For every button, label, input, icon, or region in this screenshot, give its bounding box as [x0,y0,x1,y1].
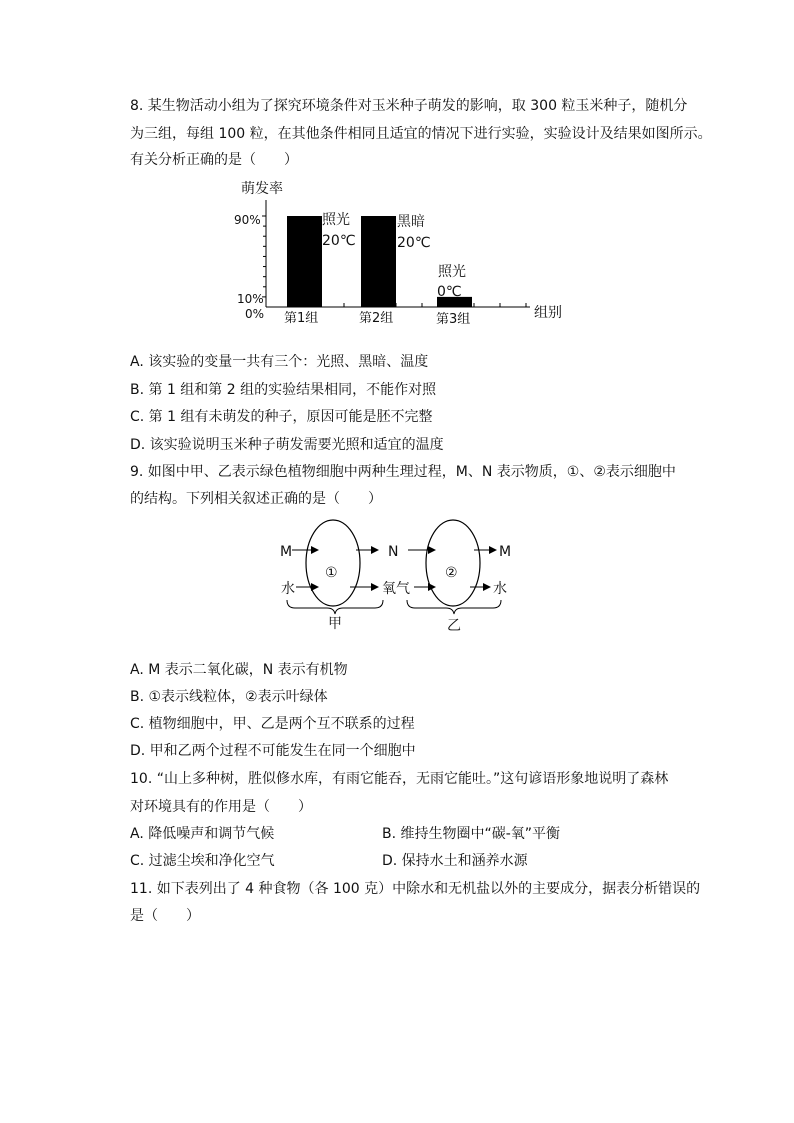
q9-option-b: B. ①表示线粒体，②表示叶绿体 [130,689,328,705]
cell-process-diagram [0,515,794,635]
water-output-label: 水 [493,581,507,597]
water-input-label: 水 [281,581,295,597]
q10-option-d: D. 保持水土和涵养水源 [382,853,528,869]
q9-option-d: D. 甲和乙两个过程不可能发生在同一个细胞中 [130,743,416,759]
q9-stem-line2: 的结构。下列相关叙述正确的是（ ） [130,491,382,507]
organelle-2-label: ② [445,565,458,581]
q11-stem-line1: 11. 如下表列出了 4 种食物（各 100 克）中除水和无机盐以外的主要成分，据表分析错误的 [130,881,701,897]
organelle-1-label: ① [325,565,338,581]
n-label: N [388,544,399,560]
y-tick-label-0: 0% [245,307,265,321]
organelle-2-oval [426,520,480,606]
bar1-cond-2: 20℃ [322,233,356,249]
q11-stem-line2: 是（ ） [130,908,200,924]
q8-option-b: B. 第 1 组和第 2 组的实验结果相同，不能作对照 [130,382,437,398]
brace-jia [287,600,383,614]
q9-option-a: A. M 表示二氧化碳，N 表示有机物 [130,662,348,678]
bar2-cond-1: 黑暗 [397,214,425,230]
bar1-cond-1: 照光 [322,212,350,228]
q8-stem-line3: 有关分析正确的是（ ） [130,152,298,168]
bar2-cond-2: 20℃ [397,235,431,251]
q9-option-c: C. 植物细胞中，甲、乙是两个互不联系的过程 [130,716,415,732]
bar3-cond-1: 照光 [438,264,466,280]
m-output-label: M [499,544,512,560]
q8-stem-line1: 8. 某生物活动小组为了探究环境条件对玉米种子萌发的影响，取 300 粒玉米种子，随机分 [130,98,688,114]
y-tick-label-10: 10% [237,292,264,306]
q10-option-c: C. 过滤尘埃和净化空气 [130,853,275,869]
bar-group-2 [361,216,396,307]
x-category-3: 第3组 [436,312,471,327]
label-jia: 甲 [328,616,342,632]
q10-stem-line1: 10. “山上多种树，胜似修水库，有雨它能吞，无雨它能吐。”这句谚语形象地说明了森林 [130,771,669,787]
q10-stem-line2: 对环境具有的作用是（ ） [130,799,312,815]
x-category-1: 第1组 [284,311,319,326]
chart-y-label: 萌发率 [241,181,283,197]
x-category-2: 第2组 [359,311,394,326]
q9-stem-line1: 9. 如图中甲、乙表示绿色植物细胞中两种生理过程，M、N 表示物质，①、②表示细胞中 [130,464,676,480]
y-tick-label-90: 90% [234,213,261,227]
organelle-1-oval [306,520,360,606]
bar-group-1 [287,216,322,307]
chart-x-label: 组别 [534,305,562,321]
bar3-cond-2: 0℃ [437,284,462,300]
q10-option-b: B. 维持生物圈中“碳-氧”平衡 [382,826,561,842]
q8-option-c: C. 第 1 组有未萌发的种子，原因可能是胚不完整 [130,409,433,425]
oxygen-label: 氧气 [382,581,410,597]
q8-option-a: A. 该实验的变量一共有三个：光照、黑暗、温度 [130,354,429,370]
label-yi: 乙 [447,618,461,634]
brace-yi [407,600,501,614]
germination-bar-chart [0,180,794,340]
q10-option-a: A. 降低噪声和调节气候 [130,826,275,842]
q8-option-d: D. 该实验说明玉米种子萌发需要光照和适宜的温度 [130,437,444,453]
m-input-label: M [280,544,293,560]
q8-stem-line2: 为三组，每组 100 粒，在其他条件相同且适宜的情况下进行实验，实验设计及结果如图所示。 [130,126,712,142]
